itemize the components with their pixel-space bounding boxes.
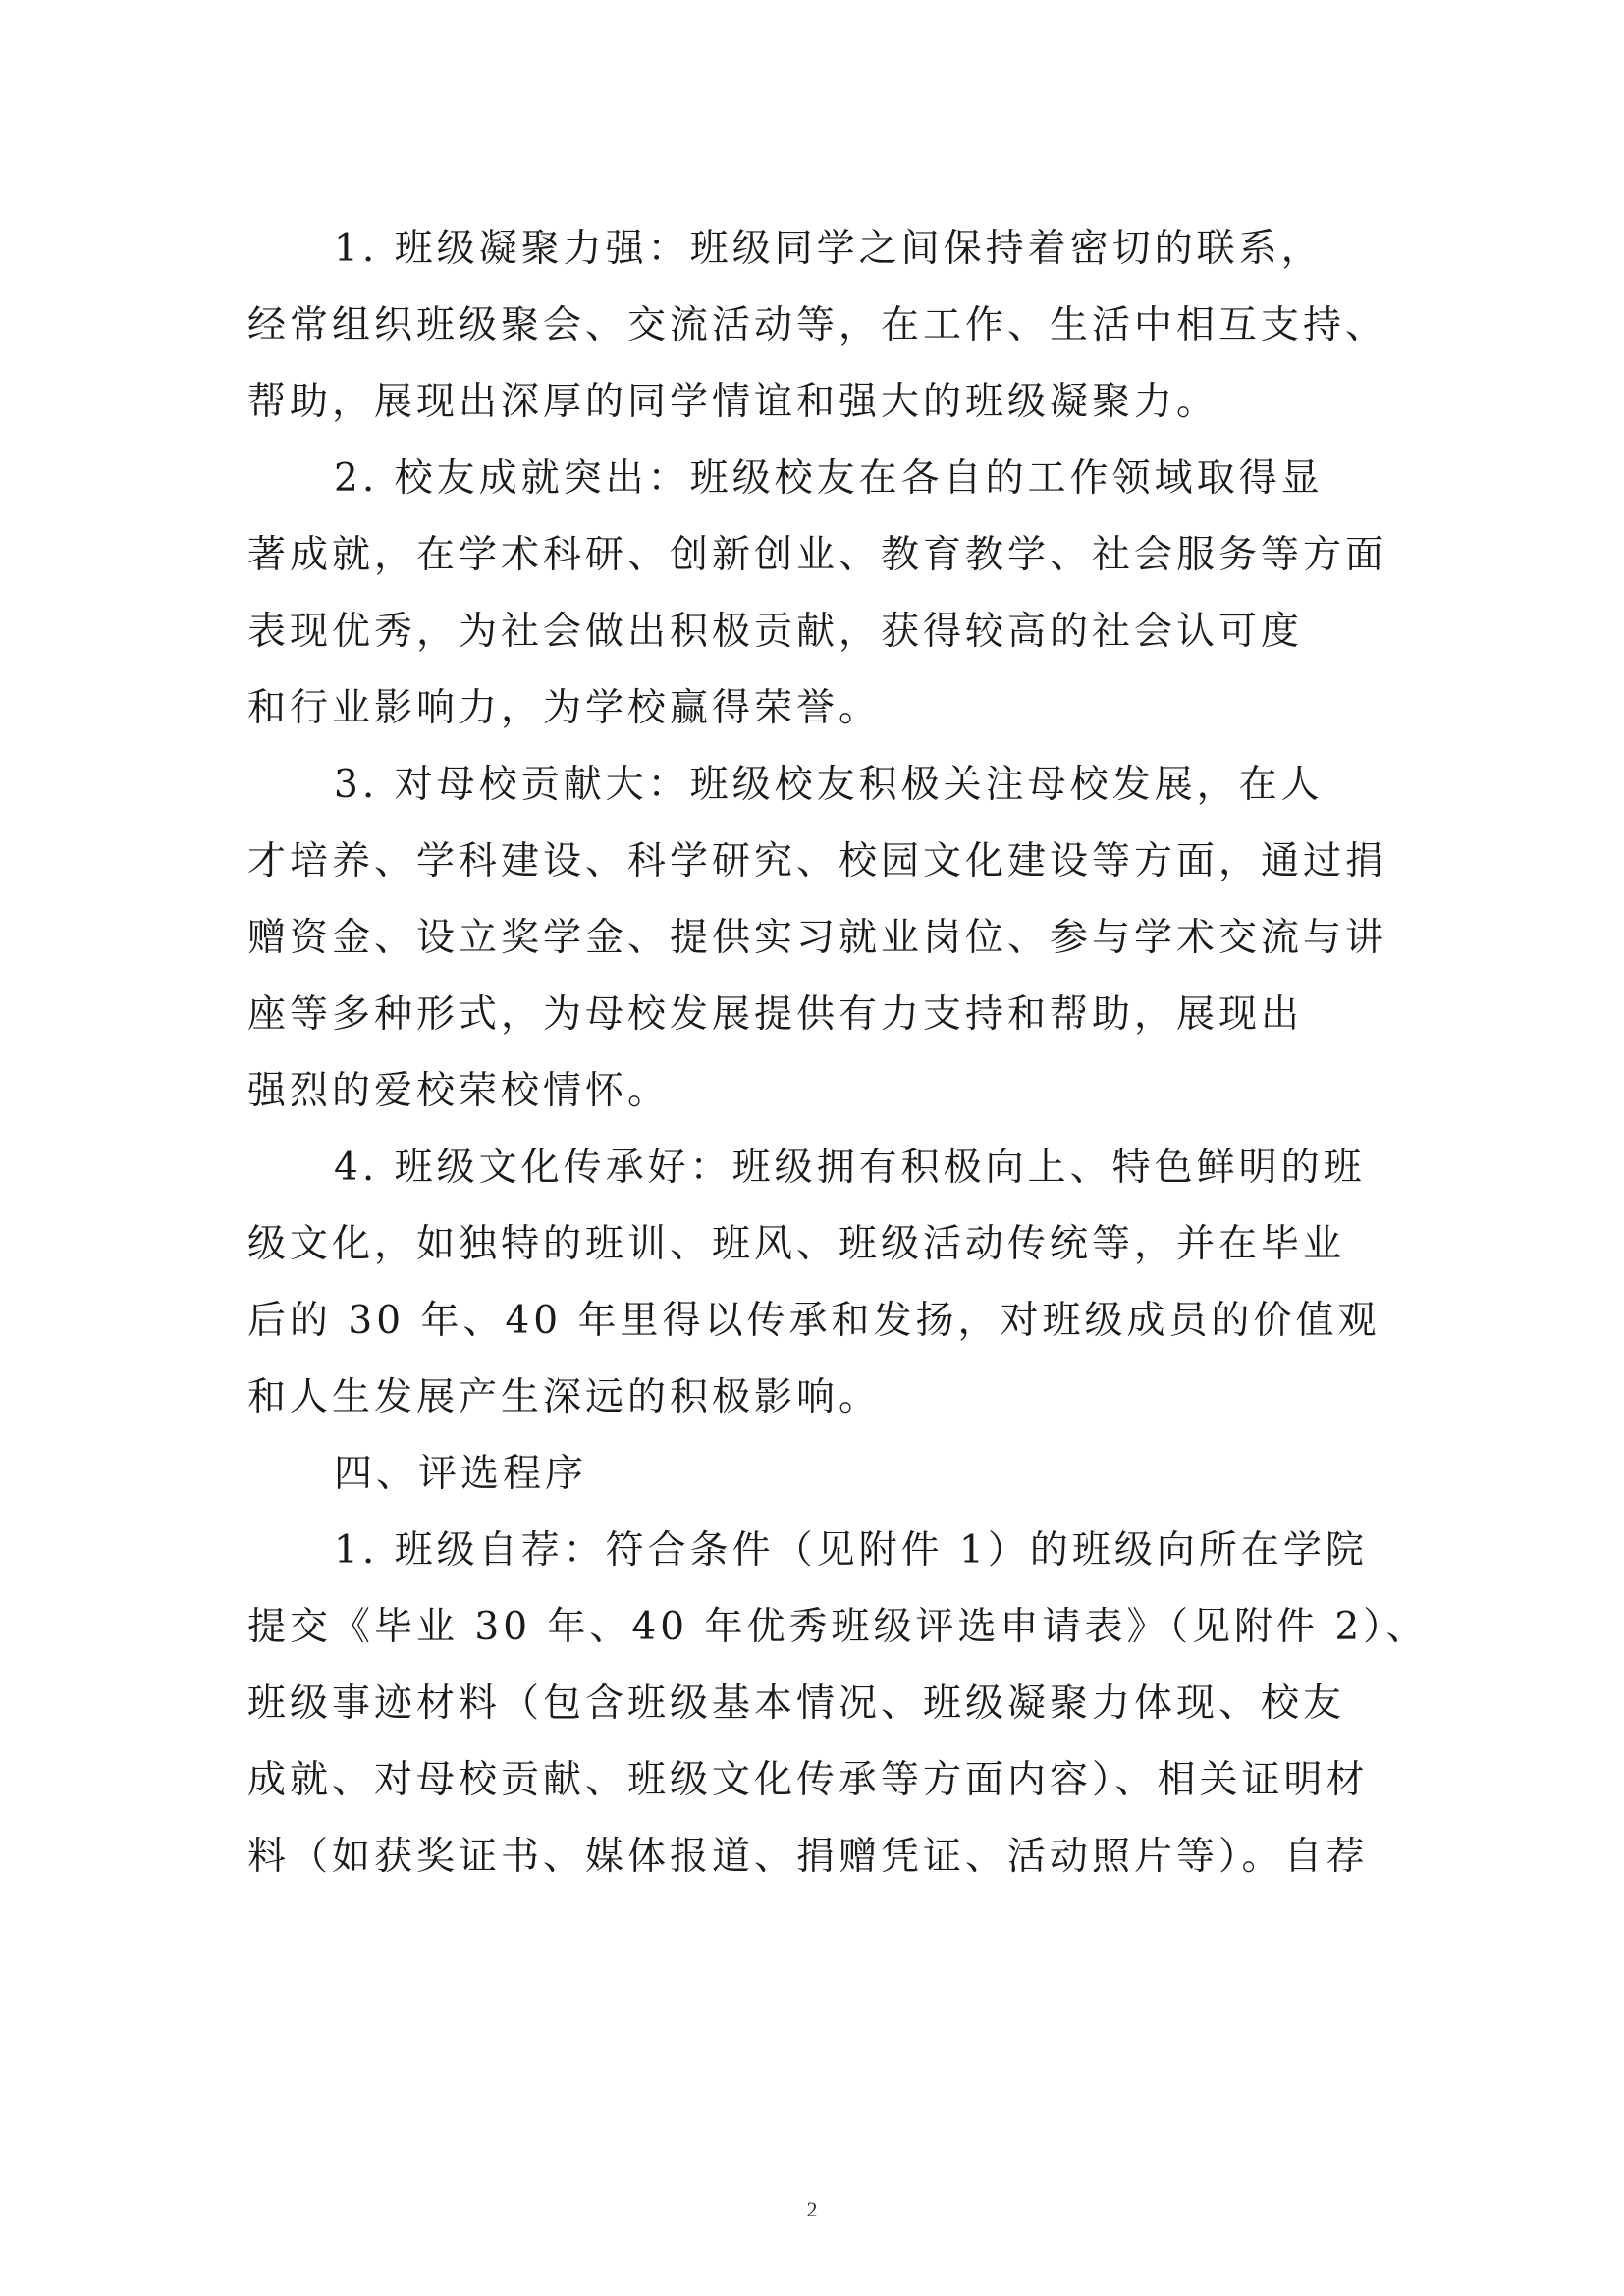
paragraph-line: 帮助，展现出深厚的同学情谊和强大的班级凝聚力。 xyxy=(247,380,1219,424)
paragraph-line: 著成就，在学术科研、创新创业、教育教学、社会服务等方面 xyxy=(247,533,1388,577)
paragraph-line: 和人生发展产生深远的积极影响。 xyxy=(247,1375,882,1419)
paragraph-line: 表现优秀，为社会做出积极贡献，获得较高的社会认可度 xyxy=(247,610,1304,654)
paragraph-line: 座等多种形式，为母校发展提供有力支持和帮助，展现出 xyxy=(247,992,1304,1037)
paragraph-line: 级文化，如独特的班训、班风、班级活动传统等，并在毕业 xyxy=(247,1222,1346,1266)
paragraph-line: 1. 班级凝聚力强：班级同学之间保持着密切的联系， xyxy=(334,227,1324,271)
paragraph-line: 经常组织班级聚会、交流活动等，在工作、生活中相互支持、 xyxy=(247,303,1388,347)
paragraph-line: 4. 班级文化传承好：班级拥有积极向上、特色鲜明的班 xyxy=(334,1146,1366,1190)
paragraph-line: 才培养、学科建设、科学研究、校园文化建设等方面，通过捐 xyxy=(247,839,1388,883)
paragraph-line: 1. 班级自荐：符合条件（见附件 1）的班级向所在学院 xyxy=(334,1528,1368,1573)
paragraph-line: 和行业影响力，为学校赢得荣誉。 xyxy=(247,686,882,730)
paragraph-line: 提交《毕业 30 年、40 年优秀班级评选申请表》（见附件 2）、 xyxy=(247,1605,1429,1649)
paragraph-line: 班级事迹材料（包含班级基本情况、班级凝聚力体现、校友 xyxy=(247,1682,1346,1726)
paragraph-line: 3. 对母校贡献大：班级校友积极关注母校发展，在人 xyxy=(334,763,1324,807)
paragraph-line: 强烈的爱校荣校情怀。 xyxy=(247,1069,671,1113)
section-heading: 四、评选程序 xyxy=(334,1452,588,1496)
paragraph-line: 后的 30 年、40 年里得以传承和发扬，对班级成员的价值观 xyxy=(247,1299,1380,1343)
paragraph-line: 料（如获奖证书、媒体报道、捐赠凭证、活动照片等）。自荐 xyxy=(247,1835,1369,1879)
paragraph-line: 成就、对母校贡献、班级文化传承等方面内容）、相关证明材 xyxy=(247,1758,1369,1802)
paragraph-line: 2. 校友成就突出：班级校友在各自的工作领域取得显 xyxy=(334,456,1324,501)
page-number: 2 xyxy=(806,2197,818,2221)
paragraph-line: 赠资金、设立奖学金、提供实习就业岗位、参与学术交流与讲 xyxy=(247,916,1388,960)
